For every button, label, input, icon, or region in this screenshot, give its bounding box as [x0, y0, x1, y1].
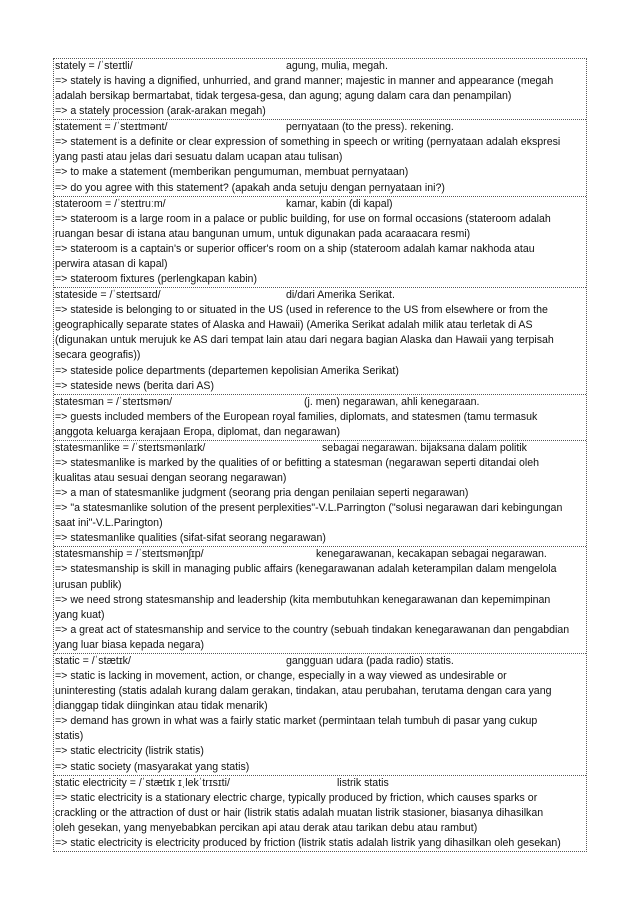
entry-line: => to make a statement (memberikan pengumuman, membuat pernyataan)	[55, 166, 409, 179]
entry-line: (digunakan untuk merujuk ke AS dari tempat lain atau dari negara bagian Alaska dan Hawaii yang terpisah	[55, 334, 554, 347]
entry-line: yang kuat)	[55, 608, 105, 621]
entry-line: anggota keluarga kerajaan Eropa, diplomat, dan negarawan)	[55, 425, 341, 438]
entry-line: => stateside is belonging to or situated in the US (used in reference to the US from elsewhere or from the	[55, 304, 548, 317]
entry-meaning: agung, mulia, megah.	[286, 60, 388, 72]
entry-statesmanlike	[54, 440, 586, 547]
entry-line: => a stately procession (arak-arakan megah)	[55, 105, 266, 118]
entry-head	[54, 120, 586, 135]
entry-line: yang luar biasa kepada negara)	[55, 638, 205, 651]
entry-head	[54, 776, 586, 791]
entry-line: crackling or the attraction of dust or hair (listrik statis adalah muatan listrik stasioner, biasanya dihasilkan	[55, 806, 544, 819]
entry-head	[54, 395, 586, 410]
entry-line: dianggap tidak diinginkan atau tidak menarik)	[55, 700, 268, 713]
entry-line: => stateroom is a captain's or superior officer's room on a ship (stateroom adalah kamar nakhoda atau	[55, 242, 535, 255]
entry-line: => static electricity is electricity produced by friction (listrik statis adalah listrik yang dihasilkan oleh gesekan)	[55, 836, 561, 849]
entry-stateroom	[54, 196, 586, 287]
entry-line: => stateside police departments (departemen kepolisian Amerika Serikat)	[55, 364, 399, 377]
entry-line: => a great act of statesmanship and service to the country (sebuah tindakan kenegarawanan dan pengabdian	[55, 623, 570, 636]
entry-line: => static is lacking in movement, action, or change, especially in a way viewed as undesirable or	[55, 670, 507, 682]
entry-line: perwira atasan di kapal)	[55, 257, 168, 270]
entry-meaning: di/dari Amerika Serikat.	[286, 289, 395, 302]
entry-word: stateside = /ˈsteɪtsaɪd/	[55, 289, 161, 302]
entry-line: => do you agree with this statement? (apakah anda setuju dengan pernyataan ini?)	[55, 181, 445, 194]
entry-line: => stateside news (berita dari AS)	[55, 379, 214, 392]
entry-head	[54, 654, 586, 669]
entry-meaning: sebagai negarawan. bijaksana dalam politik	[322, 441, 527, 454]
entry-line: => stateroom fixtures (perlengkapan kabin)	[55, 273, 257, 286]
entry-meaning: listrik statis	[337, 776, 389, 789]
entry-line: => "a statesmanlike solution of the present perplexities"-V.L.Parrington ("solusi negarawan dari kebingungan	[55, 502, 563, 515]
entry-meaning: pernyataan (to the press). rekening.	[286, 121, 454, 134]
entry-line: => we need strong statesmanship and leadership (kita membutuhkan kenegarawanan dan kepemimpinan	[55, 593, 551, 606]
dictionary-table	[53, 58, 587, 852]
entry-word: static electricity = /ˈstætɪk ɪˌlekˈtrɪsɪti/	[55, 776, 230, 789]
entry-word: statement = /ˈsteɪtmənt/	[55, 121, 168, 134]
entry-head	[54, 441, 586, 456]
entry-line: => static society (masyarakat yang statis)	[55, 760, 250, 773]
entry-meaning: (j. men) negarawan, ahli kenegaraan.	[304, 395, 480, 408]
entry-line: adalah bersikap bermartabat, tidak tergesa-gesa, dan agung; agung dalam cara dan penampilan)	[55, 90, 512, 103]
entry-static-electricity	[54, 775, 586, 851]
entry-line: => statesmanship is skill in managing public affairs (kenegarawanan adalah keterampilan dalam mengelola	[55, 563, 557, 576]
entry-statesmanship	[54, 546, 586, 653]
entry-head	[54, 288, 586, 303]
entry-stateside	[54, 287, 586, 394]
entry-line: => demand has grown in what was a fairly static market (permintaan telah tumbuh di pasar yang cukup	[55, 715, 538, 728]
entry-line: oleh gesekan, yang menyebabkan percikan api atau derak atau tarikan debu atau rambut)	[55, 821, 478, 834]
entry-line: => static electricity (listrik statis)	[55, 745, 204, 758]
entry-line: => guests included members of the European royal families, diplomats, and statesmen (tamu termasuk	[55, 410, 538, 423]
entry-word: stately = /ˈsteɪtli/	[55, 60, 133, 72]
entry-word: statesmanlike = /ˈsteɪtsmənlaɪk/	[55, 441, 206, 454]
entry-static	[54, 653, 586, 775]
entry-line: => static electricity is a stationary electric charge, typically produced by friction, which causes sparks or	[55, 791, 538, 804]
entry-line: kualitas atau sesuai dengan seorang negarawan)	[55, 471, 287, 484]
entry-line: ruangan besar di istana atau bangunan umum, untuk digunakan pada acaraacara resmi)	[55, 227, 471, 240]
entry-line: urusan publik)	[55, 578, 122, 591]
entry-word: statesmanship = /ˈsteɪtsmənʃɪp/	[55, 548, 204, 561]
entry-line: geographically separate states of Alaska and Hawaii) (Amerika Serikat adalah milik atau terletak di AS	[55, 319, 533, 332]
entry-line: saat ini"-V.L.Parington)	[55, 517, 163, 530]
entry-line: => stately is having a dignified, unhurried, and grand manner; majestic in manner and appearance (megah	[55, 75, 554, 87]
entry-statement	[54, 119, 586, 195]
entry-head	[54, 547, 586, 562]
entry-word: static = /ˈstætɪk/	[55, 655, 131, 667]
entry-line: secara geografis))	[55, 349, 141, 362]
entry-line: => statement is a definite or clear expression of something in speech or writing (pernyataan adalah ekspresi	[55, 136, 561, 149]
entry-statesman	[54, 394, 586, 440]
entry-head	[54, 197, 586, 212]
entry-line: yang pasti atau jelas dari sesuatu dalam ucapan atau tulisan)	[55, 151, 343, 164]
entry-word: stateroom = /ˈsteɪtruːm/	[55, 197, 166, 210]
entry-stately	[54, 59, 586, 119]
entry-line: => statesmanlike qualities (sifat-sifat seorang negarawan)	[55, 532, 326, 545]
entry-line: => stateroom is a large room in a palace or public building, for use on formal occasions (stateroom adalah	[55, 212, 551, 225]
entry-line: => statesmanlike is marked by the qualities of or befitting a statesman (negarawan seperti ditandai oleh	[55, 456, 540, 469]
entry-meaning: kenegarawanan, kecakapan sebagai negarawan.	[316, 548, 547, 561]
entry-meaning: kamar, kabin (di kapal)	[286, 197, 393, 210]
entry-head	[54, 59, 586, 74]
entry-word: statesman = /ˈsteɪtsmən/	[55, 395, 173, 408]
entry-line: statis)	[55, 730, 84, 743]
entry-line: uninteresting (statis adalah kurang dalam gerakan, tindakan, atau perubahan, terutama dengan cara yang	[55, 685, 552, 698]
entry-line: => a man of statesmanlike judgment (seorang pria dengan penilaian seperti negarawan)	[55, 487, 469, 500]
entry-meaning: gangguan udara (pada radio) statis.	[286, 655, 454, 667]
